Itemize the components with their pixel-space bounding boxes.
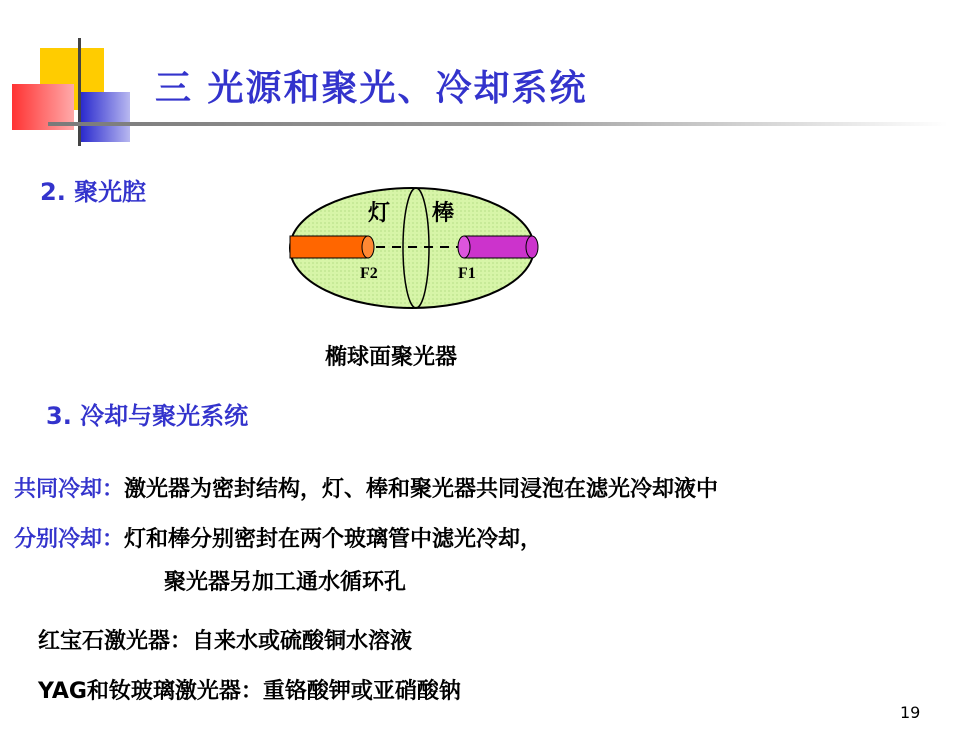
ellipsoid-cavity-diagram <box>280 178 545 318</box>
separate-cooling-text-2: 聚光器另加工通水循环孔 <box>164 570 407 595</box>
page-number: 19 <box>900 703 921 722</box>
section-3-heading: 3. 冷却与聚光系统 <box>46 402 249 430</box>
lamp-cylinder <box>290 236 374 258</box>
separate-cooling-row <box>14 522 542 553</box>
focus-f1-label: F1 <box>458 265 476 282</box>
rod-label: 棒 <box>432 201 455 226</box>
common-cooling-text: 激光器为密封结构，灯、棒和聚光器共同浸泡在滤光冷却液中 <box>124 477 719 502</box>
section-2-heading: 2. 聚光腔 <box>40 178 147 206</box>
rod-cylinder <box>458 236 538 258</box>
common-cooling-row <box>14 472 718 503</box>
common-cooling-label: 共同冷却： <box>14 477 125 502</box>
ornament-vertical-line <box>78 38 81 146</box>
ruby-laser-note: 红宝石激光器：自来水或硫酸铜水溶液 <box>38 629 413 654</box>
separate-cooling-text-1: 灯和棒分别密封在两个玻璃管中滤光冷却， <box>124 527 543 552</box>
focus-f2-label: F2 <box>360 265 378 282</box>
diagram-caption: 椭球面聚光器 <box>325 345 458 370</box>
title-underline <box>48 122 948 126</box>
yag-laser-note: YAG和钕玻璃激光器：重铬酸钾或亚硝酸钠 <box>38 679 461 704</box>
ornament-blue-square <box>78 92 130 142</box>
lamp-label: 灯 <box>368 201 391 226</box>
separate-cooling-label: 分别冷却： <box>14 527 125 552</box>
page-title: 三 光源和聚光、冷却系统 <box>155 68 588 109</box>
